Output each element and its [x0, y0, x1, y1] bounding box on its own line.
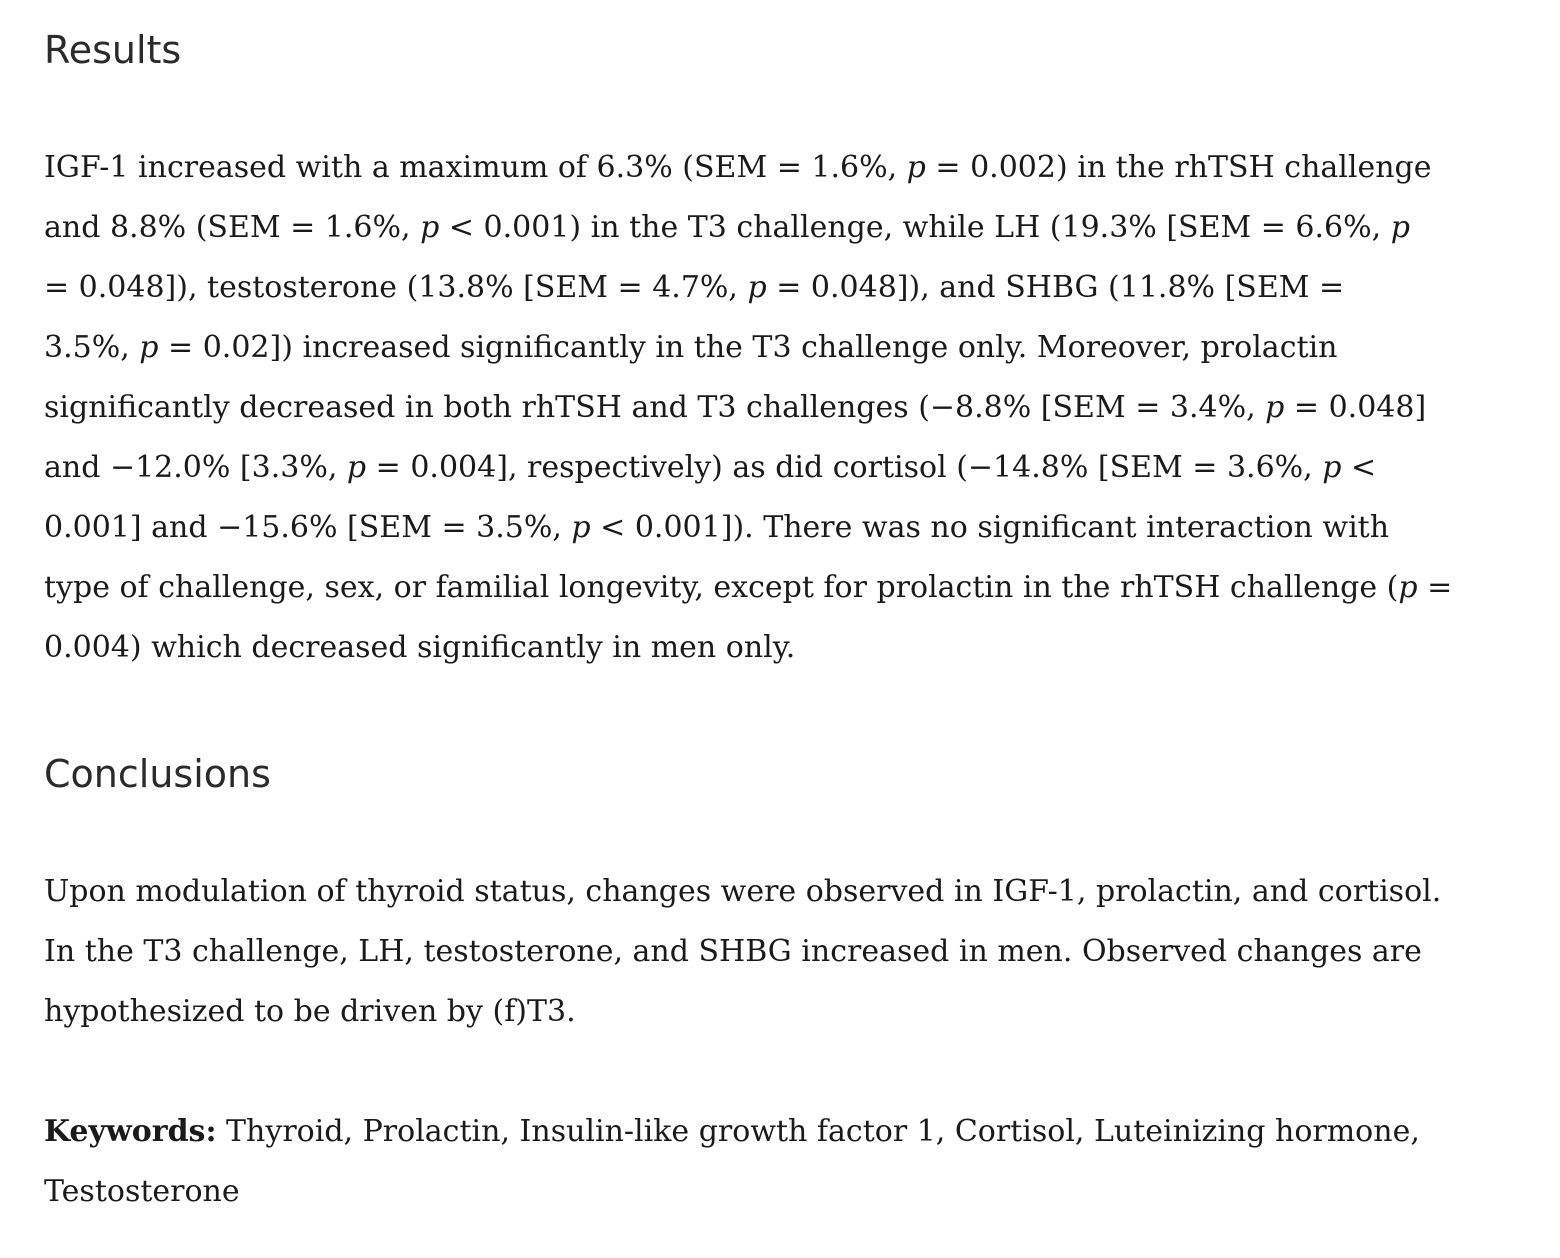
text-line: hypothesized to be driven by (f)T3. — [44, 994, 576, 1029]
conclusions-paragraph — [44, 862, 1516, 1042]
text-line: In the T3 challenge, LH, testosterone, and SHBG increased in men. Observed changes are — [44, 934, 1422, 969]
text-line: Upon modulation of thyroid status, changes were observed in IGF-1, prolactin, and cortisol. — [44, 874, 1442, 909]
text-line: = 0.048]), testosterone (13.8% [SEM = 4.7%, p = 0.048]), and SHBG (11.8% [SEM = — [44, 270, 1345, 305]
results-heading: Results — [44, 28, 182, 72]
text-line: Testosterone — [44, 1174, 240, 1209]
text-line: and 8.8% (SEM = 1.6%, p < 0.001) in the T3 challenge, while LH (19.3% [SEM = 6.6%, p — [44, 210, 1410, 245]
text-line: 0.004) which decreased significantly in men only. — [44, 630, 796, 665]
results-paragraph — [44, 138, 1516, 678]
text-line: and −12.0% [3.3%, p = 0.004], respectively) as did cortisol (−14.8% [SEM = 3.6%, p < — [44, 450, 1377, 485]
text-line: IGF-1 increased with a maximum of 6.3% (SEM = 1.6%, p = 0.002) in the rhTSH challenge — [44, 150, 1432, 185]
text-line: Keywords: Thyroid, Prolactin, Insulin-like growth factor 1, Cortisol, Luteinizing hormone, — [44, 1114, 1420, 1149]
text-line: significantly decreased in both rhTSH and T3 challenges (−8.8% [SEM = 3.4%, p = 0.048] — [44, 390, 1427, 425]
text-line: 0.001] and −15.6% [SEM = 3.5%, p < 0.001]). There was no significant interaction with — [44, 510, 1390, 545]
keywords-paragraph — [44, 1102, 1516, 1222]
text-line: 3.5%, p = 0.02]) increased significantly in the T3 challenge only. Moreover, prolactin — [44, 330, 1338, 365]
conclusions-heading: Conclusions — [44, 752, 271, 796]
text-line: type of challenge, sex, or familial longevity, except for prolactin in the rhTSH challenge (p = — [44, 570, 1453, 605]
